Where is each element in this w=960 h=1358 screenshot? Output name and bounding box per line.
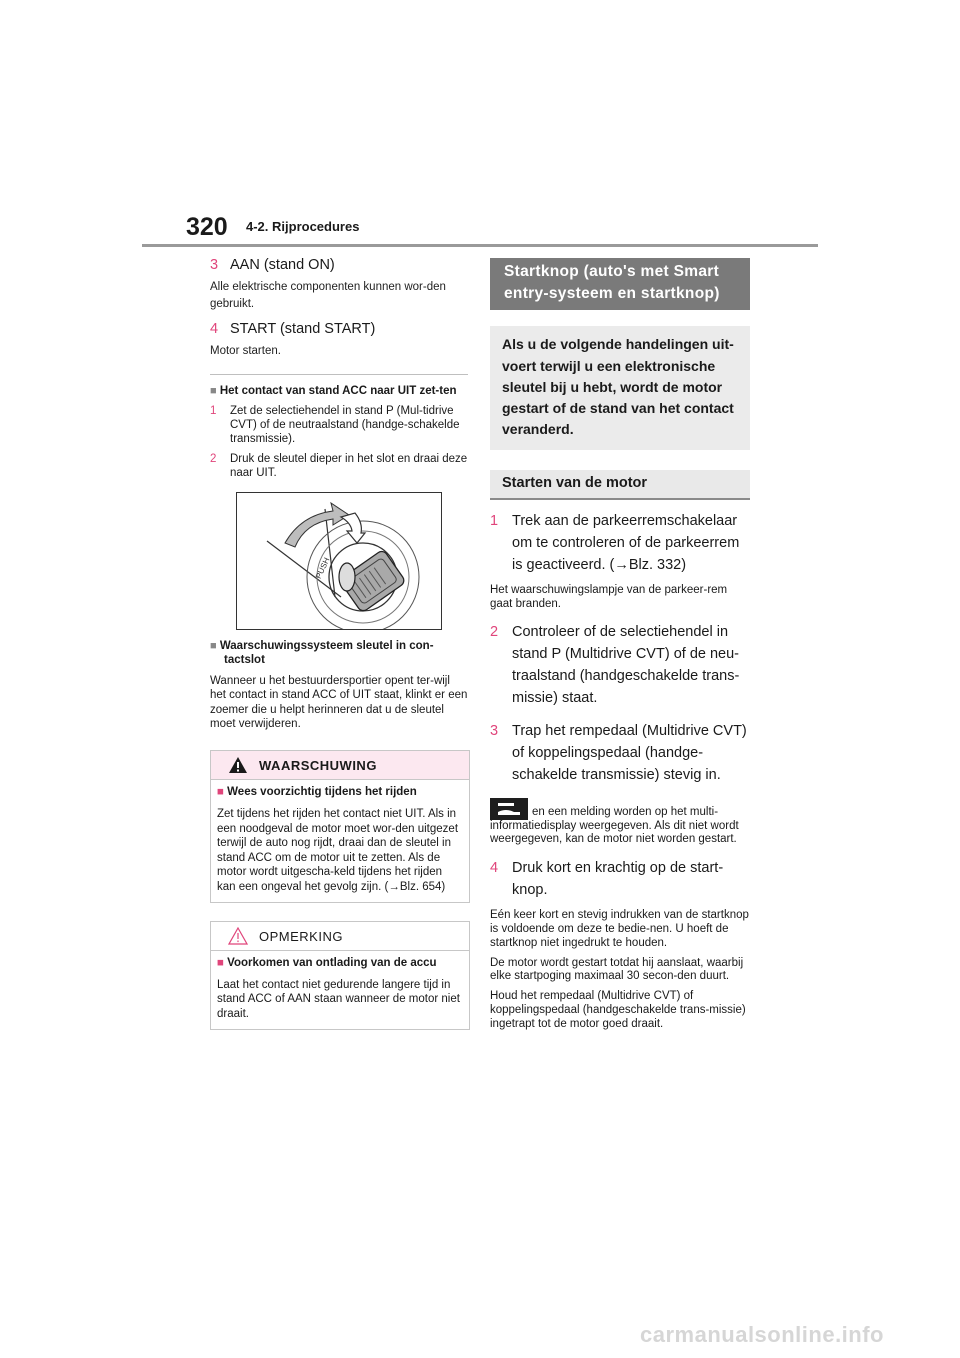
- start-step-3: 3 Trap het rempedaal (Multidrive CVT) of koppelingspedaal (handge-schakelde transmissie) stevig in.: [490, 722, 747, 783]
- square-bullet-icon: ■: [210, 640, 217, 653]
- warning-text: Zet tijdens het rijden het contact niet UIT. Als in een noodgeval de motor moet wor-den uitgezet terwijl de auto nog rijdt, draai dan de sleutel in stand ACC om de motor uit te zetten. Als de motor wordt uitgescha-keld tijdens het rijden kan een ongeval het gevolg zijn. (→Blz. 654): [217, 808, 459, 893]
- notice-header: [211, 922, 469, 951]
- step-start: 4 START (stand START): [210, 321, 376, 338]
- section-title-start-button: Startknop (auto's met Smart entry-systeem en startknop): [490, 258, 750, 310]
- left-column: [210, 256, 468, 1030]
- start-step-4-note-2: De motor wordt gestart totdat hij aanslaat, waarbij elke startpoging maximaal 30 secon-den duurt.: [490, 956, 744, 983]
- watermark: carmanualsonline.info: [640, 1322, 884, 1347]
- start-step-1: 1 Trek aan de parkeerremschakelaar om te controleren of de parkeerrem is geactiveerd. (→Blz. 332): [490, 512, 740, 573]
- page-number: 320: [186, 213, 228, 241]
- notice-triangle-icon: [228, 927, 248, 945]
- step-on-note: Alle elektrische componenten kunnen wor-den gebruikt.: [210, 280, 446, 310]
- notice-title: OPMERKING: [259, 929, 343, 945]
- key-turn-illustration: [236, 492, 442, 630]
- warning-triangle-icon: [228, 756, 248, 774]
- square-bullet-icon: ■: [217, 786, 224, 799]
- subsection-starting-engine: Starten van de motor: [490, 470, 750, 500]
- section-divider: [210, 374, 468, 375]
- subheading-key-reminder: ■ Waarschuwingssysteem sleutel in con-tactslot: [210, 640, 434, 667]
- key-reminder-text: Wanneer u het bestuurdersportier opent ter-wijl het contact in stand ACC of UIT staat, klinkt er een zoemer die u helpt herinneren dat u de sleutel moet verwijderen.: [210, 674, 468, 731]
- right-column: [490, 258, 750, 1032]
- start-step-4-note-3: Houd het rempedaal (Multidrive CVT) of koppelingspedaal (handgeschakelde trans-missie) ingetrapt tot de motor goed draait.: [490, 990, 746, 1030]
- subheading-acc-to-off: ■ Het contact van stand ACC naar UIT zet-ten: [210, 384, 457, 397]
- notice-subheading: ■ Voorkomen van ontlading van de accu: [217, 957, 437, 970]
- display-message-icon: [490, 798, 528, 820]
- notice-text: Laat het contact niet gedurende langere tijd in stand ACC of AAN staan wanneer de motor niet draait.: [217, 978, 460, 1020]
- step-on: 3 AAN (stand ON): [210, 257, 335, 273]
- start-step-3-note: en een melding worden op het multi-informatiedisplay weergegeven. Als dit niet wordt weergegeven, kan de motor niet worden gestart.: [490, 798, 750, 848]
- header-rule: [142, 244, 818, 247]
- warning-box: [210, 750, 470, 903]
- warning-subheading: ■ Wees voorzichtig tijdens het rijden: [217, 786, 417, 799]
- square-bullet-icon: ■: [217, 957, 224, 970]
- start-step-2: 2 Controleer of de selectiehendel in stand P (Multidrive CVT) of de neu-traalstand (handgeschakelde trans-missie) staat.: [490, 624, 740, 707]
- acc-step-2: 2 Druk de sleutel dieper in het slot en draai deze naar UIT.: [210, 452, 468, 479]
- warning-title: WAARSCHUWING: [259, 758, 377, 774]
- start-step-1-note: Het waarschuwingslampje van de parkeer-rem gaat branden.: [490, 583, 728, 610]
- key-cylinder-icon: [237, 493, 441, 629]
- acc-step-1: 1 Zet de selectiehendel in stand P (Mul-tidrive CVT) of de neutraalstand (handge-schakelde transmissie).: [210, 404, 460, 446]
- step-start-note: Motor starten.: [210, 345, 281, 358]
- square-bullet-icon: ■: [210, 384, 217, 397]
- start-step-4: 4 Druk kort en krachtig op de start-knop.: [490, 860, 724, 899]
- warning-header: [211, 751, 469, 780]
- notice-box: [210, 921, 470, 1030]
- intro-box: Als u de volgende handelingen uit-voert terwijl u een elektronische sleutel bij u hebt, wordt de motor gestart of de stand van het contact veranderd.: [490, 326, 750, 449]
- push-label: PUSH: [313, 556, 332, 581]
- start-step-4-note-1: Eén keer kort en stevig indrukken van de startknop is voldoende om deze te bedie-nen. U hoeft de startknop niet ingedrukt te houden.: [490, 909, 749, 949]
- chapter-title: 4-2. Rijprocedures: [246, 219, 360, 234]
